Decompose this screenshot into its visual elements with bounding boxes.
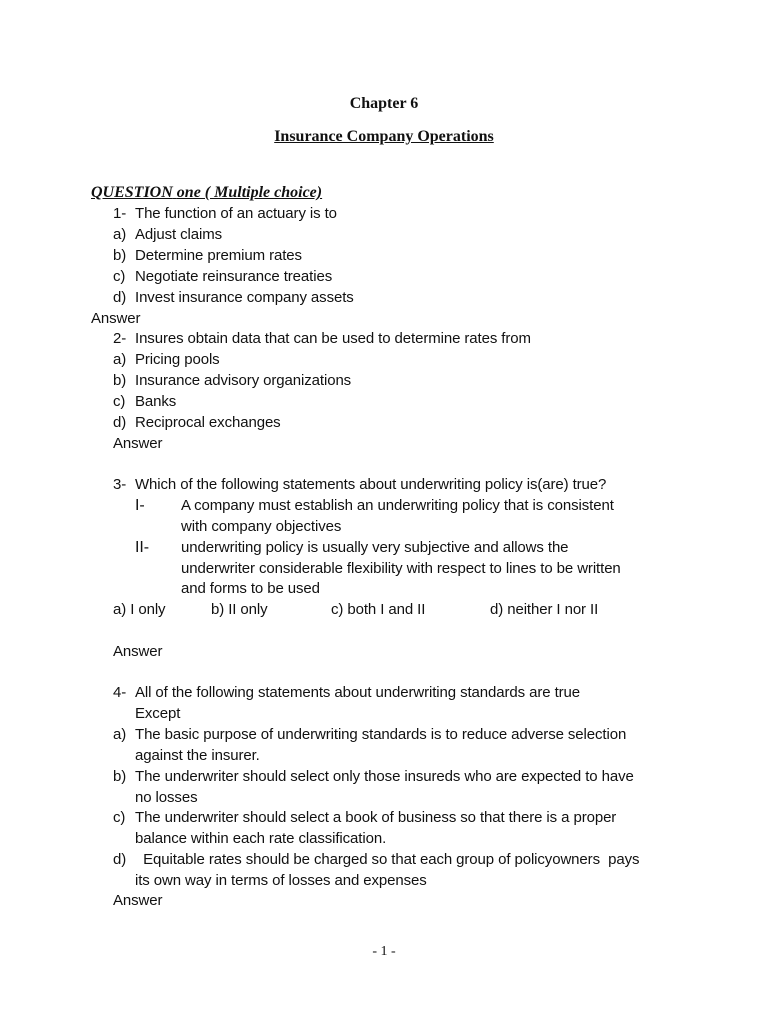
question-number: 4-: [113, 684, 127, 701]
section-heading-text: one ( Multiple choice): [176, 184, 323, 201]
option-line: balance within each rate classification.: [135, 830, 387, 847]
option-text: Negotiate reinsurance treaties: [135, 268, 333, 285]
question-number: 3-: [113, 476, 127, 493]
option-label: a): [113, 726, 127, 743]
option-line: Equitable rates should be charged so that each group of policyowners pays: [135, 851, 640, 868]
question-text-line: All of the following statements about underwriting standards are true: [135, 684, 581, 701]
document-subtitle: Insurance Company Operations: [274, 128, 494, 145]
answer-label: Answer: [113, 643, 163, 660]
choice-a: a) I only: [113, 601, 166, 618]
question-number: 1-: [113, 205, 127, 222]
option-label: b): [113, 247, 127, 264]
choice-c: c) both I and II: [331, 601, 426, 618]
option-label: d): [113, 851, 127, 868]
option-label: a): [113, 226, 127, 243]
option-label: a): [113, 351, 127, 368]
question-text: Insures obtain data that can be used to determine rates from: [135, 330, 531, 347]
statement-label: I-: [135, 497, 145, 514]
question-number: 2-: [113, 330, 127, 347]
option-label: b): [113, 372, 127, 389]
option-line: The basic purpose of underwriting standards is to reduce adverse selection: [135, 726, 627, 743]
option-text: Banks: [135, 393, 177, 410]
option-text: Determine premium rates: [135, 247, 302, 264]
option-label: b): [113, 768, 127, 785]
statement-line: and forms to be used: [181, 580, 320, 597]
answer-label: Answer: [91, 310, 141, 327]
option-text: Adjust claims: [135, 226, 223, 243]
option-label: c): [113, 268, 126, 285]
option-label: d): [113, 414, 127, 431]
answer-label: Answer: [113, 435, 163, 452]
chapter-title: Chapter 6: [349, 95, 419, 112]
statement-label: II-: [135, 539, 149, 556]
statement-line: with company objectives: [181, 518, 342, 535]
section-prefix: QUESTION: [91, 184, 173, 201]
option-text: Pricing pools: [135, 351, 220, 368]
choice-b: b) II only: [211, 601, 268, 618]
option-line: against the insurer.: [135, 747, 260, 764]
option-text: Reciprocal exchanges: [135, 414, 281, 431]
question-text-line: Except: [135, 705, 181, 722]
page-number: - 1 -: [372, 944, 396, 959]
option-text: Insurance advisory organizations: [135, 372, 352, 389]
answer-label: Answer: [113, 892, 163, 909]
statement-line: A company must establish an underwriting policy that is consistent: [181, 497, 614, 514]
option-label: d): [113, 289, 127, 306]
option-line: its own way in terms of losses and expenses: [135, 872, 427, 889]
question-text: The function of an actuary is to: [135, 205, 337, 222]
section-heading: [91, 183, 322, 203]
option-line: no losses: [135, 789, 198, 806]
option-label: c): [113, 393, 126, 410]
option-line: The underwriter should select only those insureds who are expected to have: [135, 768, 634, 785]
statement-line: underwriting policy is usually very subjective and allows the: [181, 539, 569, 556]
statement-line: underwriter considerable flexibility with respect to lines to be written: [181, 560, 621, 577]
option-text: Invest insurance company assets: [135, 289, 354, 306]
question-text: Which of the following statements about underwriting policy is(are) true?: [135, 476, 607, 493]
choice-d: d) neither I nor II: [490, 601, 599, 618]
option-line: The underwriter should select a book of business so that there is a proper: [135, 809, 617, 826]
option-label: c): [113, 809, 126, 826]
